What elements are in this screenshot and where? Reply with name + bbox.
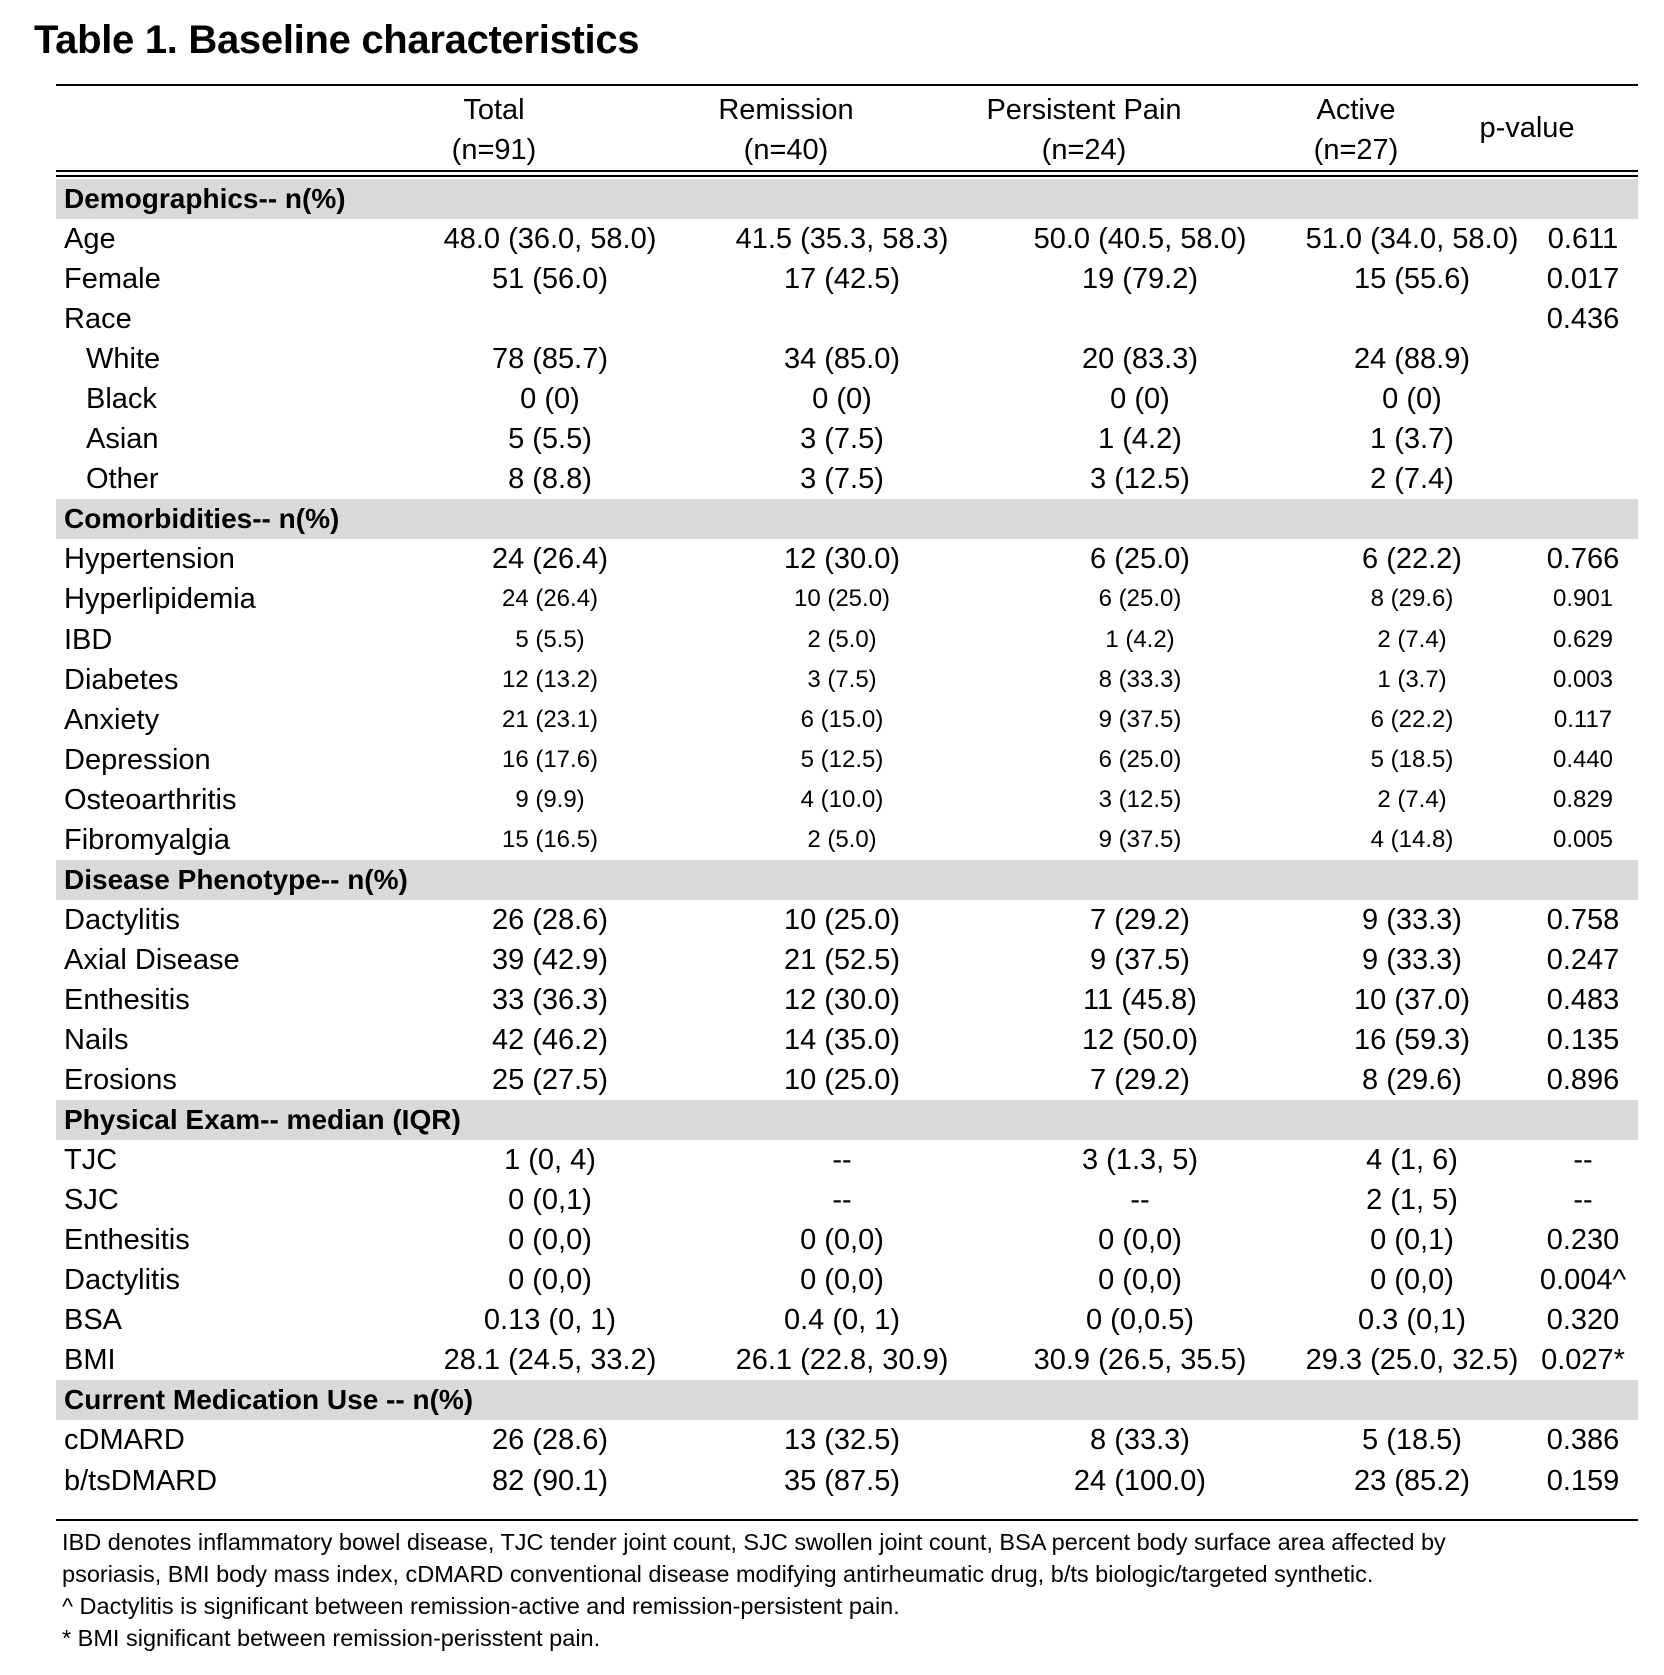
cell-total: 48.0 (36.0, 58.0) xyxy=(443,223,657,256)
table-row xyxy=(56,620,1638,660)
cell-active: 2 (7.4) xyxy=(1377,785,1447,813)
table-row xyxy=(56,900,1638,940)
section-header-row xyxy=(56,860,1638,900)
row-label: Nails xyxy=(64,1023,129,1056)
row-label: Osteoarthritis xyxy=(64,783,237,816)
cell-total: 1 (0, 4) xyxy=(504,1144,596,1177)
cell-remission: 0 (0,0) xyxy=(800,1224,884,1257)
cell-remission: 0.4 (0, 1) xyxy=(783,1304,901,1337)
cell-active: 2 (7.4) xyxy=(1370,463,1454,496)
row-label: Anxiety xyxy=(64,703,160,736)
row-label: BSA xyxy=(64,1304,123,1337)
cell-persistent-pain: 0 (0,0.5) xyxy=(1086,1304,1194,1337)
cell-persistent-pain: 3 (1.3, 5) xyxy=(1081,1144,1199,1177)
table-row xyxy=(56,660,1638,700)
cell-persistent-pain: 1 (4.2) xyxy=(1105,625,1175,653)
table-row xyxy=(56,259,1638,299)
footnote: IBD denotes inflammatory bowel disease, TJC tender joint count, SJC swollen joint count, BSA percent body surface area affected by xyxy=(62,1529,1446,1555)
header-line: (n=91) xyxy=(451,134,537,166)
cell-active: 16 (59.3) xyxy=(1353,1023,1471,1056)
cell-p-value: 0.230 xyxy=(1546,1224,1620,1257)
cell-p-value: 0.027* xyxy=(1541,1344,1625,1377)
table-bottom-rule xyxy=(56,1519,1638,1521)
cell-persistent-pain: 1 (4.2) xyxy=(1098,423,1182,456)
cell-total: 25 (27.5) xyxy=(491,1064,609,1097)
cell-total: 16 (17.6) xyxy=(501,745,599,773)
cell-persistent-pain: 6 (25.0) xyxy=(1090,543,1190,576)
table-row xyxy=(56,740,1638,780)
cell-active: 0 (0) xyxy=(1382,383,1442,416)
cell-total: 26 (28.6) xyxy=(491,1424,609,1457)
table-row xyxy=(56,339,1638,379)
row-label: cDMARD xyxy=(64,1424,185,1457)
cell-remission: 3 (7.5) xyxy=(800,463,884,496)
cell-remission: 12 (30.0) xyxy=(783,543,901,576)
header-line: (n=27) xyxy=(1313,134,1399,166)
cell-p-value: 0.320 xyxy=(1546,1304,1620,1337)
footnote: psoriasis, BMI body mass index, cDMARD conventional disease modifying antirheumatic drug, b/ts biologic/targeted synthetic. xyxy=(62,1561,1374,1587)
cell-p-value: 0.829 xyxy=(1552,785,1614,813)
cell-remission: 12 (30.0) xyxy=(783,983,901,1016)
row-label: Age xyxy=(64,223,116,256)
section-header-row xyxy=(56,1100,1638,1140)
cell-remission: 14 (35.0) xyxy=(783,1023,901,1056)
cell-total: 15 (16.5) xyxy=(501,825,599,853)
cell-active: 0 (0,0) xyxy=(1370,1264,1454,1297)
cell-total: 5 (5.5) xyxy=(508,423,592,456)
table-row xyxy=(56,379,1638,419)
header-line: Remission xyxy=(718,94,854,126)
table-row xyxy=(56,1260,1638,1300)
cell-total: 0.13 (0, 1) xyxy=(483,1304,617,1337)
header-line: Persistent Pain xyxy=(986,94,1182,126)
cell-total: 8 (8.8) xyxy=(508,463,592,496)
cell-total: 12 (13.2) xyxy=(501,665,599,693)
section-label: Demographics-- n(%) xyxy=(64,183,346,214)
cell-persistent-pain: 8 (33.3) xyxy=(1098,665,1182,693)
cell-p-value: 0.440 xyxy=(1552,745,1614,773)
table-row xyxy=(56,539,1638,579)
cell-p-value: 0.005 xyxy=(1552,825,1614,853)
cell-p-value: 0.758 xyxy=(1546,903,1620,936)
cell-remission: 17 (42.5) xyxy=(783,263,901,296)
table-row xyxy=(56,1220,1638,1260)
cell-persistent-pain: 50.0 (40.5, 58.0) xyxy=(1033,223,1247,256)
row-label: Other xyxy=(86,463,159,496)
table-row xyxy=(56,1420,1638,1460)
row-label: Diabetes xyxy=(64,663,179,696)
cell-persistent-pain: 19 (79.2) xyxy=(1081,263,1199,296)
row-label: b/tsDMARD xyxy=(64,1464,218,1497)
table-row xyxy=(56,459,1638,499)
cell-remission: 0 (0) xyxy=(812,383,872,416)
cell-remission: 3 (7.5) xyxy=(800,423,884,456)
header-line: (n=40) xyxy=(743,134,829,166)
header-line: p-value xyxy=(1479,112,1575,144)
cell-persistent-pain: 0 (0) xyxy=(1110,383,1170,416)
cell-remission: 10 (25.0) xyxy=(783,1064,901,1097)
row-label: Fibromyalgia xyxy=(64,823,230,856)
cell-p-value: -- xyxy=(1573,1184,1593,1217)
cell-remission: 2 (5.0) xyxy=(807,825,877,853)
row-label: Black xyxy=(86,383,157,416)
row-label: Asian xyxy=(86,423,159,456)
cell-active: 0.3 (0,1) xyxy=(1358,1304,1466,1337)
cell-p-value: 0.003 xyxy=(1552,665,1614,693)
cell-p-value: 0.896 xyxy=(1546,1064,1620,1097)
header-double-rule xyxy=(56,175,1638,177)
row-label: Erosions xyxy=(64,1064,177,1097)
table-row xyxy=(56,1300,1638,1340)
cell-p-value: 0.629 xyxy=(1552,625,1614,653)
cell-active: 1 (3.7) xyxy=(1370,423,1454,456)
section-header-row xyxy=(56,499,1638,539)
cell-total: 0 (0,0) xyxy=(508,1224,592,1257)
cell-total: 82 (90.1) xyxy=(491,1464,609,1497)
footnote: * BMI significant between remission-perisstent pain. xyxy=(62,1625,601,1651)
cell-p-value: 0.436 xyxy=(1546,303,1620,336)
cell-active: 9 (33.3) xyxy=(1362,903,1462,936)
row-label: TJC xyxy=(64,1144,118,1177)
cell-total: 0 (0) xyxy=(520,383,580,416)
section-label: Disease Phenotype-- n(%) xyxy=(64,863,408,895)
cell-total: 42 (46.2) xyxy=(491,1023,609,1056)
cell-remission: 10 (25.0) xyxy=(783,903,901,936)
cell-active: 5 (18.5) xyxy=(1362,1424,1462,1457)
cell-active: 4 (14.8) xyxy=(1370,825,1454,853)
cell-remission: 10 (25.0) xyxy=(793,585,891,613)
cell-p-value: 0.017 xyxy=(1546,263,1620,296)
cell-total: 28.1 (24.5, 33.2) xyxy=(443,1344,657,1377)
row-label: SJC xyxy=(64,1184,119,1217)
cell-p-value: 0.117 xyxy=(1553,705,1613,733)
cell-persistent-pain: -- xyxy=(1130,1184,1150,1217)
cell-p-value: 0.159 xyxy=(1546,1464,1620,1497)
section-label: Comorbidities-- n(%) xyxy=(64,503,340,535)
cell-active: 8 (29.6) xyxy=(1370,585,1454,613)
header-line: Total xyxy=(463,94,525,126)
cell-persistent-pain: 6 (25.0) xyxy=(1098,745,1182,773)
row-label: Female xyxy=(64,263,161,296)
cell-persistent-pain: 0 (0,0) xyxy=(1098,1224,1182,1257)
cell-p-value: 0.386 xyxy=(1546,1424,1620,1457)
cell-remission: 6 (15.0) xyxy=(800,705,884,733)
cell-persistent-pain: 12 (50.0) xyxy=(1081,1023,1199,1056)
table-row xyxy=(56,780,1638,820)
cell-active: 23 (85.2) xyxy=(1353,1464,1471,1497)
table-row xyxy=(56,1020,1638,1060)
table-top-rule xyxy=(56,84,1638,86)
cell-remission: 5 (12.5) xyxy=(800,745,884,773)
cell-p-value: 0.483 xyxy=(1546,983,1620,1016)
cell-remission: 26.1 (22.8, 30.9) xyxy=(735,1344,949,1377)
table-row xyxy=(56,980,1638,1020)
cell-total: 33 (36.3) xyxy=(491,983,609,1016)
cell-remission: 2 (5.0) xyxy=(807,625,877,653)
cell-remission: -- xyxy=(832,1144,852,1177)
cell-persistent-pain: 9 (37.5) xyxy=(1090,943,1190,976)
row-label: Enthesitis xyxy=(64,1224,190,1257)
cell-total: 78 (85.7) xyxy=(491,343,609,376)
cell-active: 8 (29.6) xyxy=(1362,1064,1462,1097)
cell-persistent-pain: 7 (29.2) xyxy=(1090,903,1190,936)
cell-persistent-pain: 3 (12.5) xyxy=(1090,463,1190,496)
table-row xyxy=(56,1060,1638,1100)
cell-p-value: -- xyxy=(1573,1144,1593,1177)
cell-p-value: 0.901 xyxy=(1552,585,1614,613)
cell-persistent-pain: 7 (29.2) xyxy=(1090,1064,1190,1097)
table-footnotes xyxy=(62,1526,1642,1654)
cell-p-value: 0.611 xyxy=(1547,223,1619,256)
cell-active: 2 (7.4) xyxy=(1377,625,1447,653)
cell-active: 5 (18.5) xyxy=(1370,745,1454,773)
cell-active: 51.0 (34.0, 58.0) xyxy=(1305,223,1519,256)
cell-active: 15 (55.6) xyxy=(1353,263,1471,296)
table-row xyxy=(56,1180,1638,1220)
row-label: Enthesitis xyxy=(64,983,190,1016)
cell-active: 9 (33.3) xyxy=(1362,943,1462,976)
row-label: Hyperlipidemia xyxy=(64,583,256,616)
cell-remission: -- xyxy=(832,1184,852,1217)
table-row xyxy=(56,820,1638,860)
table-row xyxy=(56,219,1638,259)
section-header-row xyxy=(56,179,1638,219)
row-label: Hypertension xyxy=(64,543,235,576)
table-row xyxy=(56,1340,1638,1380)
table-row xyxy=(56,299,1638,339)
table-row xyxy=(56,1461,1638,1501)
cell-persistent-pain: 30.9 (26.5, 35.5) xyxy=(1033,1344,1247,1377)
row-label: IBD xyxy=(64,623,113,656)
cell-persistent-pain: 20 (83.3) xyxy=(1081,343,1199,376)
cell-active: 1 (3.7) xyxy=(1377,665,1447,693)
cell-persistent-pain: 6 (25.0) xyxy=(1098,585,1182,613)
cell-total: 39 (42.9) xyxy=(491,943,609,976)
cell-active: 10 (37.0) xyxy=(1353,983,1471,1016)
cell-total: 26 (28.6) xyxy=(491,903,609,936)
cell-active: 6 (22.2) xyxy=(1370,705,1454,733)
row-label: Race xyxy=(64,303,132,336)
header-double-rule xyxy=(56,170,1638,172)
cell-remission: 0 (0,0) xyxy=(800,1264,884,1297)
cell-active: 4 (1, 6) xyxy=(1366,1144,1458,1177)
table-body xyxy=(56,179,1638,1501)
cell-p-value: 0.004^ xyxy=(1539,1264,1627,1297)
cell-persistent-pain: 3 (12.5) xyxy=(1098,785,1182,813)
table-row xyxy=(56,940,1638,980)
cell-total: 24 (26.4) xyxy=(491,543,609,576)
table-row xyxy=(56,1140,1638,1180)
cell-total: 24 (26.4) xyxy=(501,585,599,613)
section-header-row xyxy=(56,1380,1638,1420)
cell-persistent-pain: 24 (100.0) xyxy=(1073,1464,1207,1497)
cell-active: 6 (22.2) xyxy=(1362,543,1462,576)
cell-persistent-pain: 11 (45.8) xyxy=(1083,983,1197,1016)
table-row xyxy=(56,579,1638,619)
cell-p-value: 0.247 xyxy=(1546,943,1620,976)
cell-persistent-pain: 8 (33.3) xyxy=(1090,1424,1190,1457)
row-label: Dactylitis xyxy=(64,1264,181,1297)
row-label: Axial Disease xyxy=(64,943,240,976)
cell-remission: 4 (10.0) xyxy=(800,785,884,813)
table-title: Table 1. Baseline characteristics xyxy=(34,18,640,62)
cell-remission: 3 (7.5) xyxy=(807,665,877,693)
section-label: Current Medication Use -- n(%) xyxy=(64,1384,474,1416)
row-label: Depression xyxy=(64,743,211,776)
cell-p-value: 0.766 xyxy=(1546,543,1620,576)
cell-active: 0 (0,1) xyxy=(1370,1224,1454,1257)
header-line: Active xyxy=(1316,94,1396,126)
cell-remission: 35 (87.5) xyxy=(783,1464,901,1497)
cell-active: 2 (1, 5) xyxy=(1366,1184,1458,1217)
cell-p-value: 0.135 xyxy=(1546,1023,1620,1056)
cell-persistent-pain: 0 (0,0) xyxy=(1098,1264,1182,1297)
cell-active: 24 (88.9) xyxy=(1353,343,1471,376)
cell-remission: 13 (32.5) xyxy=(783,1424,901,1457)
footnote: ^ Dactylitis is significant between remission-active and remission-persistent pain. xyxy=(62,1593,900,1619)
row-label: BMI xyxy=(64,1344,116,1377)
cell-remission: 34 (85.0) xyxy=(783,343,901,376)
cell-total: 9 (9.9) xyxy=(515,785,585,813)
cell-remission: 21 (52.5) xyxy=(783,943,901,976)
row-label: White xyxy=(86,343,161,376)
cell-total: 0 (0,0) xyxy=(508,1264,592,1297)
section-label: Physical Exam-- median (IQR) xyxy=(64,1104,461,1136)
cell-persistent-pain: 9 (37.5) xyxy=(1098,825,1182,853)
cell-total: 5 (5.5) xyxy=(515,625,585,653)
table-row xyxy=(56,419,1638,459)
header-line: (n=24) xyxy=(1041,134,1127,166)
table-row xyxy=(56,700,1638,740)
cell-persistent-pain: 9 (37.5) xyxy=(1098,705,1182,733)
row-label: Dactylitis xyxy=(64,903,181,936)
cell-total: 51 (56.0) xyxy=(491,263,609,296)
cell-total: 0 (0,1) xyxy=(508,1184,592,1217)
header-p-value xyxy=(1427,108,1627,148)
cell-active: 29.3 (25.0, 32.5) xyxy=(1305,1344,1519,1377)
cell-total: 21 (23.1) xyxy=(501,705,599,733)
cell-remission: 41.5 (35.3, 58.3) xyxy=(735,223,949,256)
